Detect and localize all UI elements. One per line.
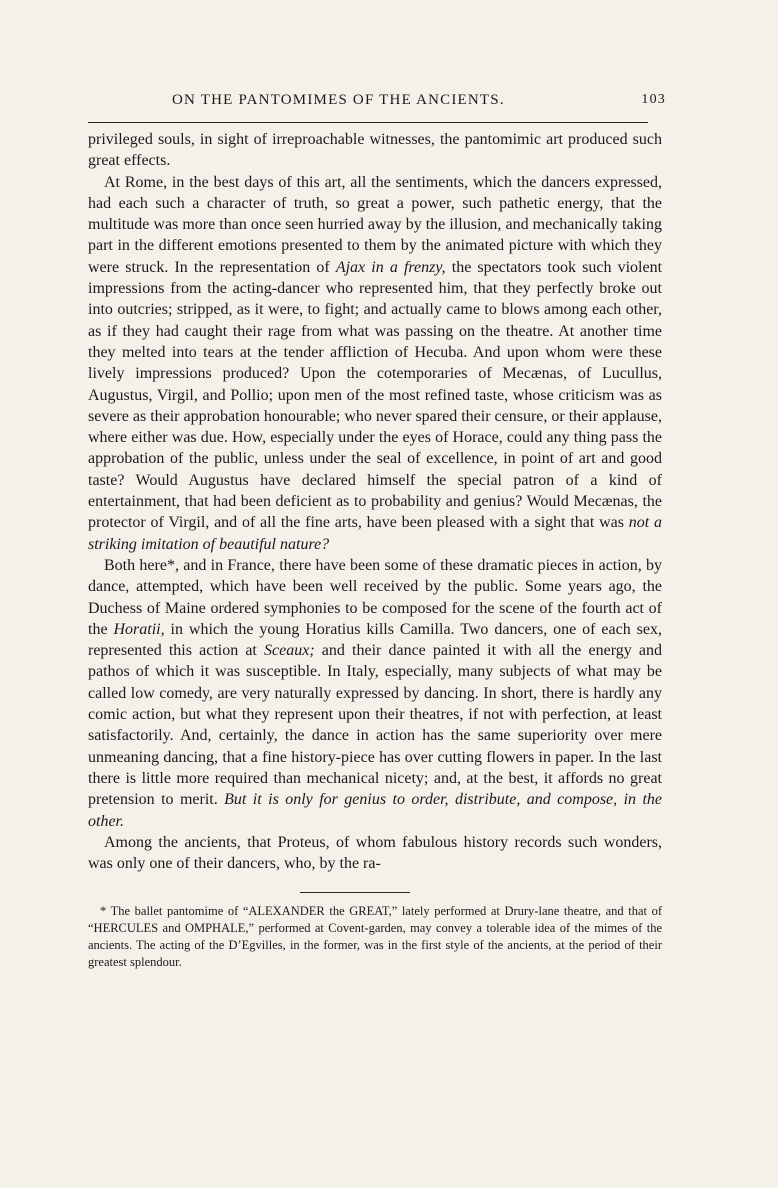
paragraph (88, 172, 662, 555)
italic-run: Sceaux; (264, 642, 315, 660)
text-run: the spectators took such violent impressions from the acting-dancer who represented him, that they perfectly broke out into outcries; stripped, as it were, to fight; and actually came to blows among each other, as if they had caught their rage from what was passing on the theatre. At another time they melted into tears at the tender affliction of Hecuba. And upon whom were these lively impressions produced? Upon the cotemporaries of Mecænas, of Lucullus, Augustus, Virgil, and Pollio; upon men of the most refined taste, whose criticism was as severe as their approbation honourable; who never spared their censure, or their applause, where either was due. How, especially under the eyes of Horace, could any thing pass the approbation of the public, unless under the seal of excellence, in point of art and good taste? Would Augustus have declared himself the special patron of a kind of entertainment, that had been deficient as to probability and genius? Would Mecænas, the protector of Virgil, and of all the fine arts, have been pleased with a sight that was (88, 258, 663, 532)
main-text (88, 129, 662, 874)
page-number: 103 (641, 92, 666, 107)
paragraph: privileged souls, in sight of irreproachable witnesses, the pantomimic art produced such great effects. (88, 131, 662, 170)
text-run: in which the young Horatius kills Camilla. Two dancers, one of each sex, represented this action at (88, 620, 662, 660)
running-title: ON THE PANTOMIMES OF THE ANCIENTS. (172, 92, 505, 108)
italic-run: Horatii, (113, 620, 165, 638)
running-header (88, 92, 666, 116)
footnote-rule (300, 892, 410, 893)
italic-run: Ajax in a frenzy, (335, 258, 446, 276)
header-rule (88, 122, 648, 123)
text-run: Both here*, and in France, there have been some of these dramatic pieces in action, by dance, attempted, which have been well received by the public. Some years ago, the Duchess of Maine ordered symphonies to be composed for the scene of the fourth act of the (88, 556, 662, 638)
footnote-text: * The ballet pantomime of “ALEXANDER the GREAT,” lately performed at Drury-lane theatre, and that of “HERCULES and OMPHALE,” performed at Covent-garden, may convey a tolerable idea of the mimes of the ancients. The acting of the D’Egvilles, in the former, was in the first style of the ancients, at the period of their greatest splendour. (88, 904, 662, 970)
text-run: and their dance painted it with all the energy and pathos of which it was susceptible. In Italy, especially, many subjects of what may be called low comedy, are very naturally expressed by dancing. In short, there is hardly any comic action, but what they represent upon their theatres, if not with perfection, at least satisfactorily. And, certainly, the dance in action has the same superiority over mere unmeaning dancing, that a fine history-piece has over cutting flowers in paper. In the last there is little more required than mechanical nicety; and, at the best, it affords no great pretension to merit. (88, 642, 662, 809)
italic-run: But it is only for genius to order, distribute, and compose, in the other. (88, 791, 663, 830)
book-page (88, 92, 666, 971)
paragraph (88, 555, 662, 832)
italic-run: not a striking imitation of beautiful nature? (88, 514, 662, 553)
text-run: At Rome, in the best days of this art, all the sentiments, which the dancers expressed, had each such a character of truth, so great a power, such pathetic energy, that the multitude was more than once seen hurried away by the illusion, and mechanically taking part in the different emotions presented to them by the animated picture with which they were struck. In the representation of (88, 173, 662, 276)
paragraph: Among the ancients, that Proteus, of whom fabulous history records such wonders, was only one of their dancers, who, by the ra- (88, 833, 662, 873)
footnote (88, 903, 662, 971)
